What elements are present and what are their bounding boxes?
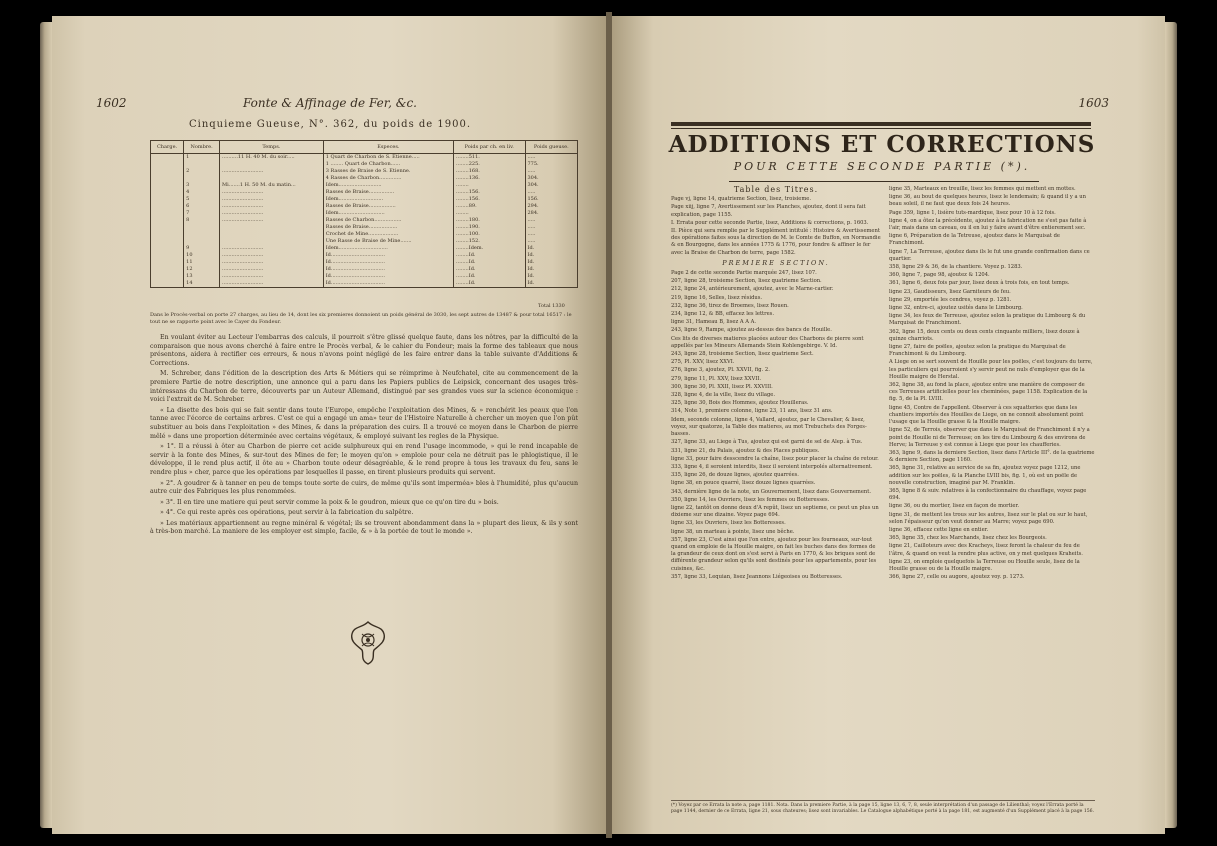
correction-entry: ligne 27, faire de poëles, ajoutez selon la pratique du Marquisat de Franchimont & du Limbourg.	[889, 344, 1066, 358]
footnote: (*) Voyez par ce Errata la note a, page 1181. Nota. Dans la premiere Partie, à la page 15, ligne 13, 6, 7, 8, seule interprétation d'un passage de Lilienthal; voyez l'Errata porté la page 1144, dernier de ce Errata, ligne 21, sous chateures; lisez sont invariables. Le Catalogue alphabétique porté à la page 181, est augmenté d'un Supplément placé à la page 156.	[671, 800, 1095, 815]
table-cell: ........Id.	[454, 273, 525, 280]
correction-entry: 325, ligne 30, Bois des Hommes, ajoutez Houilleras.	[671, 400, 809, 407]
table-cell: 10	[184, 252, 220, 259]
table-cell: ........190.	[454, 224, 525, 231]
table-row	[151, 196, 578, 203]
corrections-list	[671, 196, 881, 257]
table-row	[151, 189, 578, 196]
correction-entry: ligne 38, un marteau à pointe, lisez une bêche.	[671, 528, 795, 535]
corrections-list	[671, 270, 881, 581]
table-cell	[151, 238, 184, 245]
table-cell: .....	[525, 238, 578, 245]
table-row	[151, 217, 578, 224]
table-cell: 5	[184, 196, 220, 203]
corrections-list	[889, 186, 1095, 581]
correction-entry: 362, ligne 15, deux cents ou deux cents cinquante milliers, lisez douze à quinze charriots.	[889, 328, 1080, 342]
correction-entry: 331, ligne 21, du Palais, ajoutez & des Places publiques.	[671, 447, 820, 454]
correction-entry: ligne 31, de mettent les trous sur les autres, lisez sur le plat ou sur le haut, selon l'épaisseur qu'on veut donner au Marre; voyez page 690.	[889, 511, 1088, 525]
right-page-number: 1603	[1078, 96, 1109, 110]
table-cell: .....	[525, 224, 578, 231]
charge-table-header	[151, 141, 578, 154]
table-cell: ..........11 H. 40 M. du soir.....	[220, 154, 324, 162]
correction-entry: ligne 29, emportée les cendres, voyez p. 1281.	[889, 296, 1012, 303]
correction-entry: 357, ligne 23, C'est ainsi que l'on entre, ajoutez pour les fourneaux, sur-tout quand on emploie de la Houille maigre, on fait les buches dans des formes de la grandeur de ceux dont on s'est servi à Paris en 1770, & les briques sont de différente grandeur selon qu'ils sont destinés pour les appartements, pour les cuisines, &c.	[671, 536, 877, 572]
table-cell	[220, 238, 324, 245]
table-cell	[151, 203, 184, 210]
correction-entry: Idem, seconde colonne, ligne 4, Vallard, ajoutez, par le Chevalier, & lisez, voyez, sur quatorze, la Table des matieres, au mot Trebuchets des Forges-basses.	[671, 416, 867, 438]
table-cell: Id..................................	[323, 280, 453, 288]
table-cell: ..........................	[220, 252, 324, 259]
table-row	[151, 175, 578, 182]
table-cell: Rasses de Braise................	[323, 189, 453, 196]
correction-entry: ligne 23, Gaudisseurs, lisez Garniteurs de feu.	[889, 288, 1011, 295]
correction-entry: ligne 4, on a ôtez la précédente, ajoutez à la fabrication ne s'est pas faite à l'air, mais dans un caveau, ou il en lui y faire avant d'être entierement sec.	[889, 217, 1087, 232]
table-cell: ........168.	[454, 168, 525, 175]
table-cell: ........Id.	[454, 259, 525, 266]
table-cell: Idem............................	[323, 196, 453, 203]
correction-entry: 212, ligne 24, antérieurement, ajoutez, avec le Marne-cartier.	[671, 286, 834, 293]
table-cell: 3 Rasses de Braise de S. Etienne.	[323, 168, 453, 175]
title-rule-thin	[671, 128, 1091, 129]
table-cell: 156.	[525, 196, 578, 203]
table-cell: Rasses de Charbon.................	[323, 217, 453, 224]
correction-entry: 243, ligne 9, Rampe, ajoutez au-dessus des bancs de Houille.	[671, 327, 832, 334]
table-cell	[151, 217, 184, 224]
table-header-cell: Nombre.	[184, 141, 220, 154]
section-title: PREMIERE SECTION.	[722, 258, 830, 267]
correction-entry: 365, ligne 8 & suiv. relatives à la confectionnaire du chauffage, voyez page 694.	[889, 487, 1087, 502]
table-row	[151, 252, 578, 259]
correction-entry: 363, ligne 9, dans la derniere Section, lisez dans l'Article III°. de la quatrieme & derniere Section, page 1160.	[889, 449, 1095, 464]
correction-entry: 366, ligne 27, celle ou augore, ajoutez voy. p. 1273.	[889, 574, 1025, 581]
correction-entry: ligne 22, tantôt on donne deux d'A repût, lisez un septieme, ce peut un plus un dixieme sur une dizaine. Voyez page 694.	[671, 504, 879, 519]
table-cell	[220, 224, 324, 231]
table-cell	[151, 175, 184, 182]
book-edge-left	[40, 22, 52, 828]
table-cell: Idem.............................	[323, 210, 453, 217]
table-cell: ........152.	[454, 238, 525, 245]
table-cell: Id.	[525, 266, 578, 273]
open-book	[40, 12, 1177, 838]
table-cell: ..........................	[220, 203, 324, 210]
table-cell: Id.	[525, 259, 578, 266]
table-cell: Idem...........................	[323, 182, 453, 189]
table-cell: ........225.	[454, 161, 525, 168]
table-cell: ..........................	[220, 280, 324, 288]
table-cell: ..........................	[220, 266, 324, 273]
table-cell: 4 Rasses de Charbon..............	[323, 175, 453, 182]
table-cell: Id.	[525, 245, 578, 252]
table-header-cell: Poids par ch. en liv.	[454, 141, 525, 154]
table-cell: .....	[525, 168, 578, 175]
correction-entry: 207, ligne 28, troisieme Section, lisez quatrieme Section.	[671, 278, 822, 285]
table-cell: .....	[525, 154, 578, 162]
paragraph: M. Schreber, dans l'édition de la description des Arts & Métiers qui se réimprime à Neufchatel, cite au commencement de la premiere Partie de notre description, une annonce qui a paru dans les Papiers publics de Leipsick, concernant des usages très-intéressans du Charbon de terre, découverts par un Auteur Allemand, distingué par ses grandes vues sur la science économique : voici l'extrait de M. Schreber.	[150, 370, 578, 404]
correction-entry: 327, ligne 33, au Liege à Tus, ajoutez qui est garni de sel de Alep. à Tus.	[671, 439, 863, 446]
table-cell: 2	[184, 168, 220, 175]
correction-entry: 335, ligne 26, de douze lignes, ajoutez quarrées.	[671, 472, 799, 479]
table-cell: ..........................	[220, 168, 324, 175]
correction-entry: ligne 38, en pouce quarré, lisez douze lignes quarrées.	[671, 480, 816, 487]
correction-entry: ligne 52, de Terrois, observer que dans le Marquisat de Franchimont il n'y a point de Houille ni de Terreuse; on les tire du Limbourg & des environs de Herve; la Terreuse y est connue à Liege que pour les chaufferies.	[889, 427, 1090, 448]
table-row	[151, 259, 578, 266]
table-cell	[151, 196, 184, 203]
charge-table	[150, 140, 578, 288]
table-header-cell: Charge.	[151, 141, 184, 154]
correction-entry: 365, ligne 35, chez les Marchands, lisez chez les Bourgeois.	[889, 535, 1047, 542]
table-cell: 304.	[525, 175, 578, 182]
table-row	[151, 168, 578, 175]
table-cell	[184, 231, 220, 238]
correction-entry: ligne 23, on emploie quelquefois la Terreuse ou Houille seule, lisez de la Houille grasse ou de la Houille maigre.	[889, 558, 1080, 572]
paragraph: » 1°. Il a réussi à ôter au Charbon de pierre cet acide sulphureux qui en rend l'usage incommode, » qui le rend incapable de servir à la fonte des Mines, & sur-tout des Mines de fer; le moyen qu'on » emploie pour cela ne détruit pas le phlogistique, il le développe, il le rend plus actif, il ôte au » Charbon toute odeur désagréable, & le rend propre à tous les travaux du feu, sans le rendre plus » cher, parce que les opérations par lesquelles il passe, en tirent plusieurs produits qui servent.	[150, 443, 578, 476]
table-cell	[151, 210, 184, 217]
correction-entry: 276, ligne 3, ajoutez, Pl. XXVII, fig. 2.	[671, 367, 770, 374]
paragraph: « La disette des bois qui se fait sentir dans toute l'Europe, empêche l'exploitation des Mines, & » renchérit les peaux que l'on tanne avec l'écorce de certains arbres. C'est ce qui a engagé un ama» teur de l'Histoire Naturelle à chercher un moyen que l'on pût substituer au bois dans l'exploitation » des Mines, & dans la préparation des cuirs. Il a trouvé ce moyen dans le Charbon de pierre mêlé » dans une proportion déterminée avec certains végétaux, & employé suivant les regles de la Physique.	[150, 406, 578, 440]
paragraph: » 3°. Il en tire une matiere qui peut servir comme la poix & le goudron, mieux que ce qu'on tire du » bois.	[160, 498, 499, 506]
table-cell	[220, 161, 324, 168]
table-cell: 1	[184, 154, 220, 162]
correction-entry: ligne 45, Contre de l'appellent. Observer à ces squatteries que dans les chantiers importés des Houilles de Liege, on ne connoit absolument point l'usage que la Houille grasse & la Houille maigre.	[889, 404, 1084, 426]
table-cell: Id..................................	[323, 266, 453, 273]
correction-entry: ligne 34, les feux de Terreuse, ajoutez selon la pratique du Limbourg & du Marquisat de Franchimont.	[889, 313, 1086, 327]
subtitle-rule	[729, 181, 1039, 182]
table-cell: ........	[454, 182, 525, 189]
table-cell: Id..................................	[323, 273, 453, 280]
correction-entry: 360, ligne 7, page 98, ajoutez & 1204.	[889, 272, 990, 279]
table-cell	[220, 175, 324, 182]
table-cell: Crochet de Mine...................	[323, 231, 453, 238]
left-page-number: 1602	[96, 96, 127, 110]
correction-entry: 361, ligne 6, deux fois par jour, lisez deux à trois fois, en tout temps.	[889, 280, 1070, 287]
correction-entry: Page xiij, ligne 7, Avertissement sur les Planches, ajoutez, dont il sera fait explication, page 1155.	[671, 204, 866, 218]
left-subheading: Cinquieme Gueuse, N°. 362, du poids de 1900.	[188, 119, 472, 130]
correction-entry: A Liege on se sert souvent de Houille pour les poëles, c'est toujours du terre, les particuliers qui pourroient s'y servir peut ne nuls d'employer que de la Houille maigre de Herstal.	[889, 359, 1093, 380]
correction-entry: 219, ligne 16, Selles, lisez résidus.	[671, 294, 763, 301]
correction-entry: 358, ligne 29 & 36, de la chantiere. Voyez p. 1283.	[889, 264, 1023, 271]
left-running-head: Fonte & Affinage de Fer, &c.	[243, 96, 417, 110]
table-row	[151, 154, 578, 162]
correction-entry: 243, ligne 28, troisieme Section, lisez quatrieme Sect.	[671, 351, 814, 358]
table-cell	[151, 231, 184, 238]
page-subtitle: POUR CETTE SECONDE PARTIE (*).	[733, 160, 1031, 173]
table-row	[151, 273, 578, 280]
table-header-cell: Temps.	[220, 141, 324, 154]
book-edge-right	[1165, 22, 1177, 828]
table-cell: 6	[184, 203, 220, 210]
table-cell	[184, 175, 220, 182]
table-cell: ..........................	[220, 189, 324, 196]
correction-entry: 300, ligne 30, Pl. XXII, lisez Pl. XXVIII.	[671, 383, 773, 390]
correction-entry: ligne 35, Marteaux en treuille, lisez les femmes qui mettent en mottes.	[889, 186, 1076, 192]
corrections-column-1	[671, 186, 881, 582]
table-cell	[151, 182, 184, 189]
book-gutter	[606, 12, 612, 838]
table-cell: 14	[184, 280, 220, 288]
correction-entry: I. Errata pour cette seconde Partie, lisez, Additions & corrections, p. 1603.	[671, 219, 869, 226]
table-cell: ........156.	[454, 189, 525, 196]
correction-entry: 362, ligne 38, au fond la place, ajoutez entre une manière de composer de ces Terreuses artificielles pour les cheminées, page 1158. Explication de la fig. 5, de la Pl. LVIII.	[889, 382, 1088, 403]
table-cell	[151, 252, 184, 259]
table-header-cell: Especes.	[323, 141, 453, 154]
table-cell: Id.	[525, 280, 578, 288]
left-page	[52, 16, 608, 834]
paragraph: » Les matériaux appartiennent au regne minéral & végétal; ils se trouvent abondamment dans la » plupart des lieux, & ils y sont à très-bon marché. La maniere de les employer est simple, facile, & » à la portée de tout le monde ».	[150, 519, 578, 536]
correction-entry: 365, ligne 31, relative au service de sa fin, ajoutez voyez page 1212, une addition sur les poëles, & la Planche LVIII bis, fig. 1, où est un poële de nouvelle construction, imaginé par M. Franklin.	[889, 465, 1081, 486]
table-total: Total 1330	[538, 303, 565, 309]
table-row	[151, 210, 578, 217]
correction-entry: Ces lits de diverses matieres placées autour des Charbons de pierre sont appellés par les Mineurs Allemands Stein Kohlengebirge. V. Id.	[671, 335, 864, 349]
table-cell: 11	[184, 259, 220, 266]
table-cell: ..........................	[220, 210, 324, 217]
charge-table-body	[151, 154, 578, 288]
table-cell	[151, 189, 184, 196]
correction-entry: ligne 36, effacez cette ligne en entier.	[889, 526, 989, 533]
correction-entry: ligne 31, Hameau B, lisez A A A.	[671, 319, 757, 326]
table-cell: 1 ........ Quart de Charbon......	[323, 161, 453, 168]
table-cell: ........511.	[454, 154, 525, 162]
paragraph: » 2°. A goudrer & à tanner en peu de temps toute sorte de cuirs, de même qu'ils sont imperméa» bles à l'humidité, plus qu'aucun autre cuir des Fabriques les plus renommées.	[150, 479, 578, 496]
correction-entry: ligne 33, pour faire desscendre la chaîne, lisez pour placer la chaîne de retour.	[671, 455, 879, 462]
table-row	[151, 231, 578, 238]
table-cell: ........Idem.	[454, 245, 525, 252]
correction-entry: ligne 21, Cailloteurs avec des Kracheys, lisez feront la chaleur du feu de l'âtre, & quand on veut la rendre plus active, on y met quelques Kraheits.	[889, 543, 1083, 557]
table-cell: ..........................	[220, 273, 324, 280]
correction-entry: 275, Pl. XXV, lisez XXVI.	[671, 359, 735, 366]
table-cell: ........89.	[454, 203, 525, 210]
table-cell: 4	[184, 189, 220, 196]
correction-entry: Page vj, ligne 14, quatrieme Section, lisez, troisieme.	[671, 196, 812, 203]
table-cell	[151, 273, 184, 280]
table-cell: Rasses de Braise..................	[323, 224, 453, 231]
table-cell	[151, 168, 184, 175]
paragraph: » 4°. Ce qui reste après ces opérations, peut servir à la fabrication du salpêtre.	[160, 509, 414, 517]
correction-entry: 350, ligne 14, les Ouvriers, lisez les femmes ou Botteresses.	[671, 496, 830, 503]
left-body-text	[150, 334, 578, 539]
table-cell: ........180.	[454, 217, 525, 224]
table-cell: ........Id.	[454, 266, 525, 273]
right-page	[609, 16, 1165, 834]
title-rule-thick	[671, 122, 1091, 126]
page-title: ADDITIONS ET CORRECTIONS	[668, 131, 1096, 158]
table-cell: ........Id.	[454, 252, 525, 259]
table-cell	[151, 259, 184, 266]
table-cell: .....	[525, 231, 578, 238]
table-cell: Une Rasse de Braise de Mine.......	[323, 238, 453, 245]
table-cell: ..........................	[220, 259, 324, 266]
table-cell: Rasses de Braise.................	[323, 203, 453, 210]
correction-entry: ligne 6, Préparation de la Tetreuse, ajoutez dans le Marquisat de Franchimont.	[889, 233, 1060, 247]
table-cell: ..........................	[220, 217, 324, 224]
table-cell: ..........................	[220, 245, 324, 252]
table-title: Table des Titres.	[733, 185, 819, 194]
table-cell: ........156.	[454, 196, 525, 203]
correction-entry: 279, ligne 11, Pl. XXV, lisez XXVII.	[671, 375, 762, 382]
table-cell	[151, 280, 184, 288]
correction-entry: ligne 7, La Terreuse, ajoutez dans ils le fut une grande confirmation dans ce quartier.	[889, 248, 1090, 262]
correction-entry: 357, ligne 33, Lequian, lisez Jeannons Liégeoises ou Botteresses.	[671, 573, 843, 580]
table-cell: 8	[184, 217, 220, 224]
table-cell: 304.	[525, 182, 578, 189]
correction-entry: Page 359, ligne 1, lisière tuts-mardique, lisez pour 10 à 12 fois.	[889, 209, 1056, 216]
table-row	[151, 238, 578, 245]
correction-entry: 343, dernière ligne de la note, un Gouvernement, lisez dans Gouvernement.	[671, 488, 871, 495]
table-row	[151, 161, 578, 168]
table-row	[151, 266, 578, 273]
table-cell: 7	[184, 210, 220, 217]
correction-entry: 314, Note 1, premiere colonne, ligne 23, 11 ans, lisez 31 ans.	[671, 408, 833, 415]
table-cell	[184, 238, 220, 245]
table-cell: 1 Quart de Charbon de S. Étienne.....	[323, 154, 453, 162]
table-cell: Id.	[525, 252, 578, 259]
table-cell: 775.	[525, 161, 578, 168]
table-cell	[220, 231, 324, 238]
correction-entry: Page 2 de cette seconde Partie marquée 247, lisez 107.	[671, 270, 817, 277]
table-cell	[151, 245, 184, 252]
table-cell: Id..................................	[323, 252, 453, 259]
correction-entry: 333, ligne 4, il seroient interdits, lisez il seroient interpolés alternativement.	[671, 463, 873, 470]
table-cell: ........100.	[454, 231, 525, 238]
paragraph: En voulant éviter au Lecteur l'embarras des calculs, il pourroit s'être glissé quelque faute, dans les nôtres, par la difficulté de la comparaison que nous avons cherché à faire entre le Procès verbal, & le cahier du Fondeur; mais la forme des tableaux que nous présentons, aidera à rectifier ces erreurs, & nous n'avons point négligé de les faire entrer dans la table suivante d'Additions & Corrections.	[150, 334, 578, 367]
table-cell	[151, 266, 184, 273]
table-cell: Idem...............................	[323, 245, 453, 252]
correction-entry: ligne 32, entre-ci, ajoutez usités dans le Limbourg.	[889, 305, 1023, 312]
table-cell: 3	[184, 182, 220, 189]
correction-entry: 328, ligne 4, de la ville, lisez du village.	[671, 392, 775, 399]
correction-entry: ligne 36, ou du mortier, lisez en façon de mortier.	[889, 503, 1020, 510]
corrections-column-2	[889, 186, 1095, 582]
table-cell: 284.	[525, 210, 578, 217]
table-note: Dans le Procès-verbal on porte 27 charges, au lieu de 14, dont les six premieres donnoient un poids général de 3030, les sept autres de 13487 & pour total 16517 : le tout ne se rapporte point avec le Cayer du Fondeur.	[150, 312, 572, 325]
correction-entry: 234, ligne 12, & BB, effacez les lettres.	[671, 311, 774, 318]
table-cell: ........Id.	[454, 280, 525, 288]
table-cell: Mi.......1 H. 50 M. du matin...	[220, 182, 324, 189]
table-cell: 13	[184, 273, 220, 280]
table-cell: .....	[525, 189, 578, 196]
table-cell: ........	[454, 210, 525, 217]
table-row	[151, 280, 578, 288]
table-cell	[151, 154, 184, 162]
table-cell: .....	[525, 217, 578, 224]
table-row	[151, 182, 578, 189]
table-cell: ..........................	[220, 196, 324, 203]
table-cell	[151, 161, 184, 168]
table-cell: ........136.	[454, 175, 525, 182]
table-cell	[184, 161, 220, 168]
correction-entry: ligne 36, au bout de quelques heures, lisez le lendemain; & quand il y a un beau soleil, il ne faut que deux fois 24 heures.	[889, 194, 1086, 208]
table-cell	[184, 224, 220, 231]
table-cell	[151, 224, 184, 231]
table-cell: Id..................................	[323, 259, 453, 266]
correction-entry: 232, ligne 36, tirez de Broemes, lisez Rouen.	[671, 302, 789, 309]
correction-entry: ligne 33, les Ouvriers, lisez les Botteresses.	[671, 520, 786, 527]
table-row	[151, 203, 578, 210]
table-row	[151, 224, 578, 231]
correction-entry: II. Pièce qui sera remplie par le Supplément intitulé : Histoire & Avertissement des opérations faites sous la direction de M. le Comte de Buffon, en Normandie & en Bourgogne, dans les années 1775 & 1776, pour fondre & affiner le fer avec la Braise de Charbon de terre, page 1582.	[671, 228, 881, 256]
table-cell: 294.	[525, 203, 578, 210]
table-cell: 9	[184, 245, 220, 252]
table-header-cell: Poids gueuse.	[525, 141, 578, 154]
table-row	[151, 245, 578, 252]
table-cell: Id.	[525, 273, 578, 280]
tailpiece-ornament-icon	[348, 620, 388, 666]
table-cell: 12	[184, 266, 220, 273]
